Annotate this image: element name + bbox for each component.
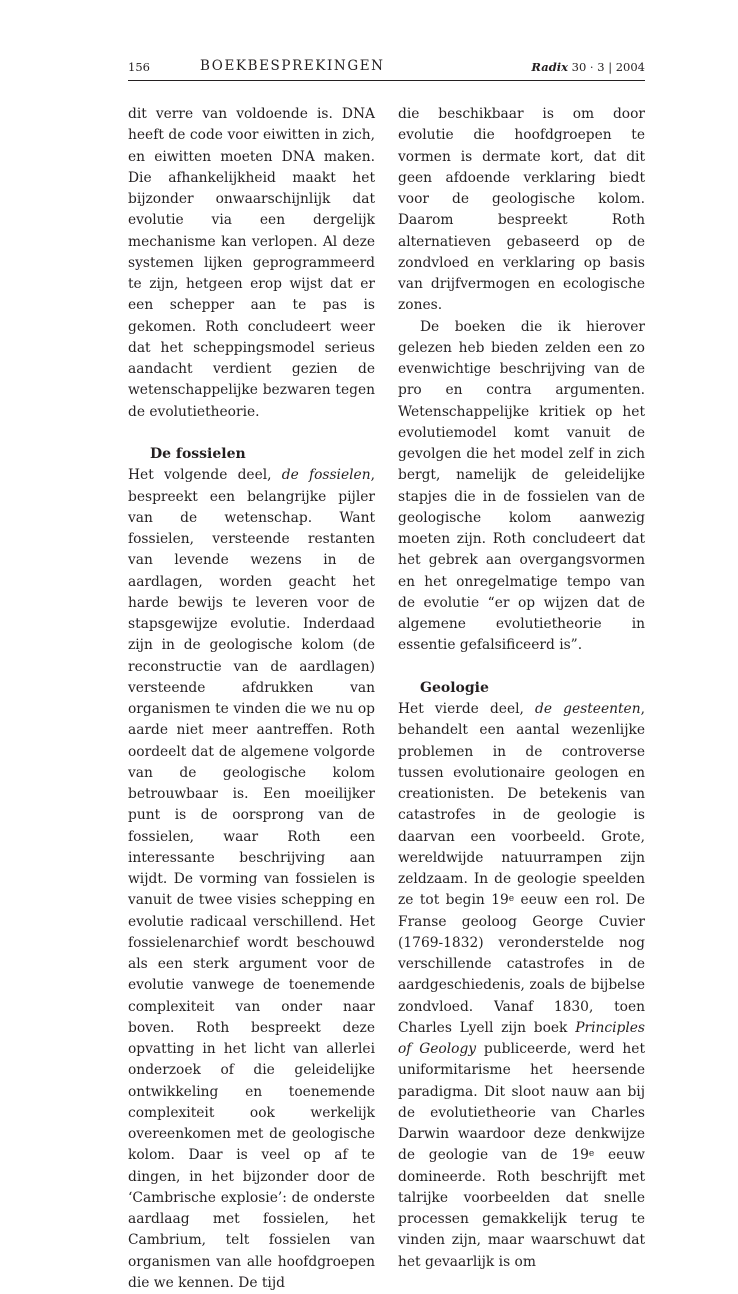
- emphasis: de gesteenten: [535, 701, 641, 717]
- paragraph: Het volgende deel, de fossielen, bespreekt een belangrijke pijler van de wetenschap. Want fossielen, versteende restanten van levende wezens in de aardlagen, worden geacht het harde bewijs te leveren voor de stapsgewijze evolutie. Inderdaad zijn in de geologische kolom (de reconstructie van de aardlagen) versteende afdrukken van organismen te vinden die we nu op aarde niet meer aantreffen. Roth oordeelt dat de algemene volgorde van de geologische kolom betrouwbaar is. Een moeilijker punt is de oorsprong van de fossielen, waar Roth een interessante beschrijving aan wijdt. De vorming van fossielen is vanuit de twee visies schepping en evolutie radicaal verschillend. Het fossielenarchief wordt beschouwd als een sterk argument voor de evolutie vanwege de toenemende complexiteit van onder naar boven. Roth bespreekt deze opvatting in het licht van allerlei onderzoek of die geleidelijke ontwikkeling en toenemende complexiteit ook werkelijk overeenkomen met de geologische kolom. Daar is veel op af te dingen, in het bijzonder door de ‘Cambrische explosie’: de onderste aardlaag met fossielen, het Cambrium, telt fossielen van organismen van alle hoofdgroepen die we kennen. De tijd: [128, 467, 375, 1291]
- superscript: e: [508, 894, 515, 905]
- right-column: [398, 104, 645, 1273]
- page-number: 156: [128, 60, 150, 74]
- journal-name: Radix: [531, 60, 568, 74]
- journal-issue: 30 · 3 | 2004: [571, 60, 645, 74]
- section-heading-geologie: Geologie: [420, 679, 489, 696]
- emphasis: de fossielen: [281, 467, 371, 484]
- journal-info: [531, 60, 645, 74]
- left-column: [128, 104, 375, 1294]
- running-header: [128, 58, 645, 81]
- paragraph: dit verre van voldoende is. DNA heeft de code voor eiwitten in zich, en eiwitten moeten DNA maken. Die afhankelijkheid maakt het bijzonder onwaarschijnlijk dat evolutie via een dergelijk mechanisme kan verlopen. Al deze systemen lijken geprogrammeerd te zijn, hetgeen erop wijst dat er een schepper aan te pas is gekomen. Roth concludeert weer dat het scheppingsmodel serieus aandacht verdient gezien de wetenschappelijke bezwaren tegen de evolutietheorie.: [128, 106, 375, 420]
- section-heading-fossielen: De fossielen: [150, 446, 246, 462]
- book-title: Principles of Geology: [398, 1019, 645, 1057]
- superscript: e: [588, 1149, 595, 1160]
- paragraph: De boeken die ik hierover gelezen heb bieden zelden een zo evenwichtige beschrijving van de pro en contra argumenten. Wetenschappelijke kritiek op het evolutiemodel komt vanuit de gevolgen die het model zelf in zich bergt, namelijk de geleidelijke stapjes die in de fossielen van de geologische kolom aanwezig moeten zijn. Roth concludeert dat het gebrek aan overgangsvormen en het onregelmatige tempo van de evolutie “er op wijzen dat de algemene evolutietheorie in essentie gefalsificeerd is”.: [398, 318, 645, 654]
- paragraph: die beschikbaar is om door evolutie die hoofdgroepen te vormen is dermate kort, dat dit geen afdoende verklaring biedt voor de geologische kolom. Daarom bespreekt Roth alternatieven gebaseerd op de zondvloed en verklaring op basis van drijfvermogen en ecologische zones.: [398, 106, 645, 314]
- section-title: BOEKBESPREKINGEN: [200, 58, 385, 74]
- paragraph: Het vierde deel, de gesteenten, behandelt een aantal wezenlijke problemen in de controverse tussen evolutionaire geologen en creationisten. De betekenis van catastrofes in de geologie is daarvan een voorbeeld. Grote, wereldwijde natuurrampen zijn zeldzaam. In de geologie speelden ze tot begin 19e eeuw een rol. De Franse geoloog George Cuvier (1769-1832) veronderstelde nog verschillende catastrofes in de aardgeschiedenis, zoals de bijbelse zondvloed. Vanaf 1830, toen Charles Lyell zijn boek Principles of Geology publiceerde, werd het uniformitarisme het heersende paradigma. Dit sloot nauw aan bij de evolutietheorie van Charles Darwin waardoor deze denkwijze de geologie van de 19e eeuw domineerde. Roth beschrijft met talrijke voorbeelden dat snelle processen gemakkelijk terug te vinden zijn, maar waarschuwt dat het gevaarlijk is om: [398, 701, 645, 1270]
